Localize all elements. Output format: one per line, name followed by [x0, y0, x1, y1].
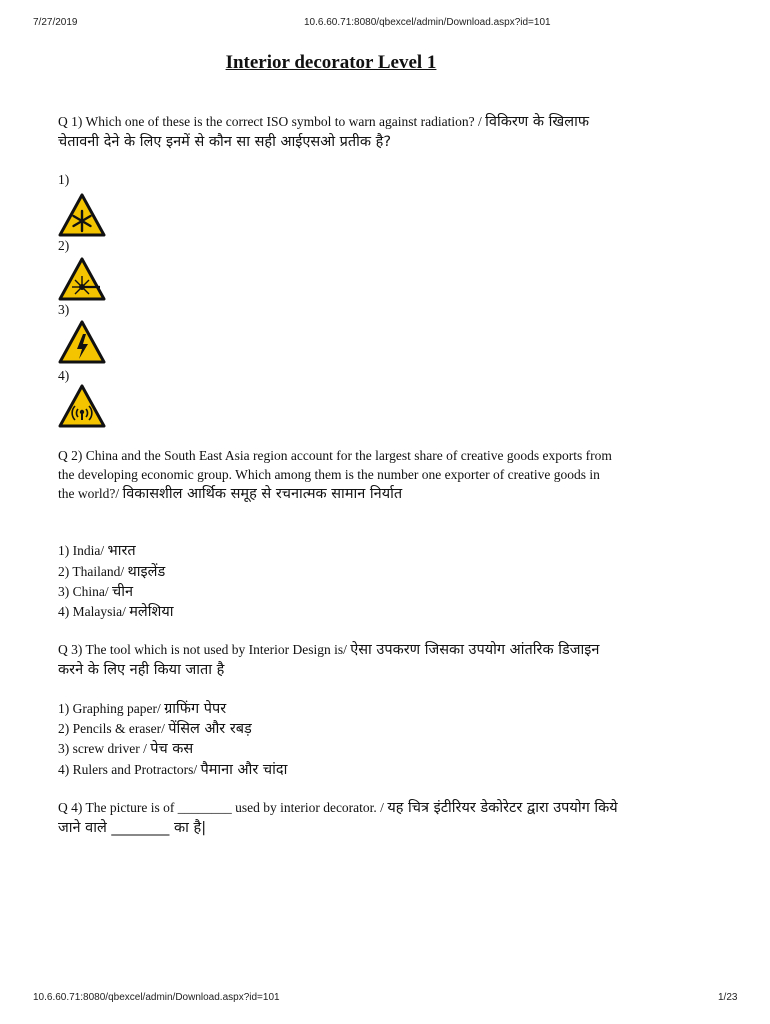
- q2-option-3: 3) China/ चीन: [58, 584, 134, 600]
- question-4-text-hi: यह चित्र इंटीरियर डेकोरेटर द्वारा उपयोग किये जाने वाले ________ का है|: [58, 800, 618, 836]
- q1-option-2-label: 2): [58, 238, 70, 253]
- q1-option-3-label: 3): [58, 302, 70, 317]
- question-2-text-en: Q 2) China and the South East Asia region account for the largest share of creative goods exports from the developing economic group. Which among them is the number one exporter of creative goods in the world?/: [58, 448, 612, 501]
- q3-option-2: 2) Pencils & eraser/ पेंसिल और रबड़: [58, 721, 252, 737]
- electric-warning-icon: [58, 320, 106, 364]
- question-1: [58, 112, 618, 152]
- q3-option-3: 3) screw driver / पेच कस: [58, 741, 194, 757]
- question-1-text-hi: विकिरण के खिलाफ चेतावनी देने के लिए इनमें से कौन सा सही आईएसओ प्रतीक है?: [58, 114, 589, 150]
- header-url: 10.6.60.71:8080/qbexcel/admin/Download.aspx?id=101: [304, 17, 551, 28]
- q1-option-4-label: 4): [58, 368, 70, 383]
- q1-option-1-label: 1): [58, 172, 70, 187]
- question-3-text-hi: ऐसा उपकरण जिसका उपयोग आंतरिक डिजाइन करने के लिए नही किया जाता है: [58, 642, 600, 678]
- question-2-text-hi: विकासशील आर्थिक समूह से रचनात्मक सामान निर्यात: [122, 486, 403, 502]
- laser-warning-icon: [58, 257, 106, 301]
- question-2: [58, 446, 618, 504]
- q2-option-1: 1) India/ भारत: [58, 543, 136, 559]
- question-4: [58, 798, 618, 838]
- page-title: Interior decorator Level 1: [225, 52, 437, 73]
- q3-option-4: 4) Rulers and Protractors/ पैमाना और चांदा: [58, 762, 288, 778]
- q2-option-2: 2) Thailand/ थाइलेंड: [58, 564, 166, 580]
- page-number: 1/23: [718, 992, 738, 1003]
- footer-url: 10.6.60.71:8080/qbexcel/admin/Download.aspx?id=101: [33, 992, 280, 1003]
- print-date: 7/27/2019: [33, 17, 78, 28]
- q2-option-4: 4) Malaysia/ मलेशिया: [58, 604, 174, 620]
- question-3: [58, 640, 618, 680]
- question-3-text-en: Q 3) The tool which is not used by Interior Design is/: [58, 642, 351, 657]
- question-4-text-en: Q 4) The picture is of ________ used by interior decorator. /: [58, 800, 388, 815]
- question-1-text-en: Q 1) Which one of these is the correct ISO symbol to warn against radiation? /: [58, 114, 486, 129]
- snowflake-warning-icon: [58, 193, 106, 237]
- q3-option-1: 1) Graphing paper/ ग्राफिंग पेपर: [58, 701, 227, 717]
- radiation-warning-icon: [58, 384, 106, 428]
